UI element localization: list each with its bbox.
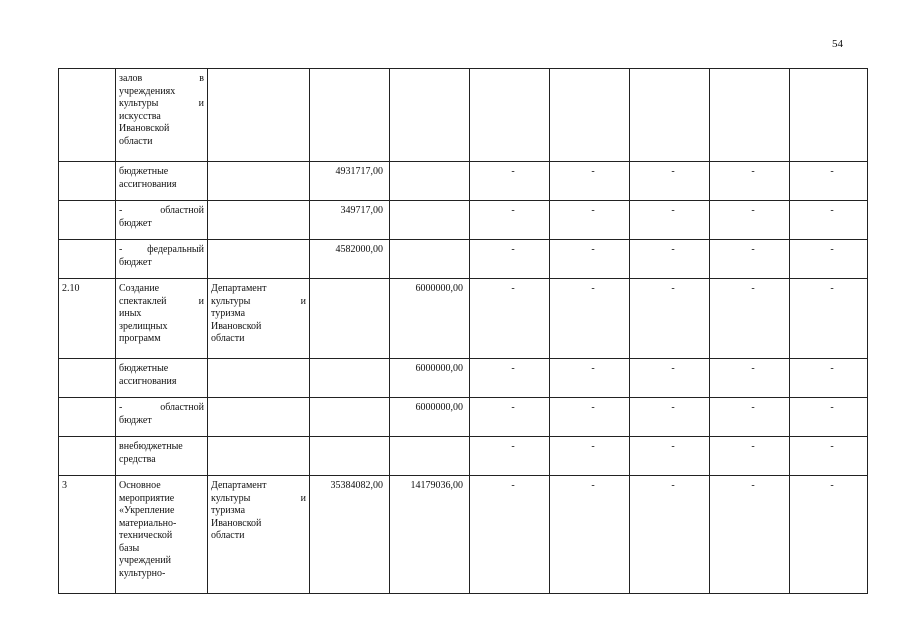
value-cell-2 xyxy=(389,161,469,200)
value-cell-2: 6000000,00 xyxy=(389,278,469,358)
cell-line: иных xyxy=(119,308,142,319)
cell-line: бюджетные xyxy=(119,166,169,177)
value-cell-5 xyxy=(629,68,709,161)
page-number: 54 xyxy=(832,38,843,50)
table-row xyxy=(58,358,868,397)
item-name-cell xyxy=(115,200,207,239)
item-name-cell xyxy=(115,278,207,358)
cell-line: учреждениях xyxy=(119,85,176,97)
cell-line: зрелищных xyxy=(119,320,168,332)
executor-cell xyxy=(207,200,309,239)
value-cell-2 xyxy=(389,200,469,239)
budget-table xyxy=(58,68,868,594)
value-cell-6: - xyxy=(709,200,789,239)
value-cell-7 xyxy=(789,68,868,161)
cell-line: области xyxy=(119,135,153,147)
item-number-cell xyxy=(58,200,115,239)
value-cell-3: - xyxy=(469,436,549,475)
cell-line: Ивановской xyxy=(211,517,262,529)
value-cell-3: - xyxy=(469,239,549,278)
cell-line: культуры и xyxy=(211,295,306,307)
value-cell-1 xyxy=(309,436,389,475)
value-cell-7: - xyxy=(789,436,868,475)
item-name-cell xyxy=(115,475,207,594)
value-cell-6: - xyxy=(709,436,789,475)
executor-cell xyxy=(207,475,309,594)
table-row xyxy=(58,397,868,436)
value-cell-7: - xyxy=(789,200,868,239)
value-cell-6: - xyxy=(709,161,789,200)
value-cell-7: - xyxy=(789,278,868,358)
value-cell-6: - xyxy=(709,239,789,278)
cell-line: Департамент xyxy=(211,283,267,294)
cell-line: Департамент xyxy=(211,480,267,491)
value-cell-2 xyxy=(389,68,469,161)
cell-line: туризма xyxy=(211,308,246,319)
value-cell-3 xyxy=(469,68,549,161)
value-cell-7: - xyxy=(789,239,868,278)
item-name-cell xyxy=(115,161,207,200)
value-cell-2 xyxy=(389,239,469,278)
value-cell-5: - xyxy=(629,397,709,436)
value-cell-6: - xyxy=(709,397,789,436)
value-cell-4: - xyxy=(549,200,629,239)
item-name-cell xyxy=(115,397,207,436)
value-cell-1 xyxy=(309,68,389,161)
item-name-cell xyxy=(115,358,207,397)
cell-line: залов в xyxy=(119,73,204,84)
item-name-cell xyxy=(115,239,207,278)
executor-cell xyxy=(207,397,309,436)
value-cell-2: 14179036,00 xyxy=(389,475,469,594)
item-name-cell xyxy=(115,436,207,475)
item-number-cell xyxy=(58,68,115,161)
table-row xyxy=(58,436,868,475)
cell-line: «Укрепление xyxy=(119,505,175,516)
item-number-cell xyxy=(58,436,115,475)
cell-line: технической xyxy=(119,530,173,541)
cell-line: Ивановской xyxy=(119,123,170,134)
cell-line: культуры и xyxy=(211,492,306,504)
cell-line: бюджет xyxy=(119,414,152,426)
value-cell-7: - xyxy=(789,475,868,594)
executor-cell xyxy=(207,68,309,161)
executor-cell xyxy=(207,278,309,358)
item-number-cell: 3 xyxy=(58,475,115,594)
value-cell-5: - xyxy=(629,475,709,594)
value-cell-4: - xyxy=(549,397,629,436)
item-number-cell: 2.10 xyxy=(58,278,115,358)
value-cell-4: - xyxy=(549,161,629,200)
value-cell-1 xyxy=(309,397,389,436)
value-cell-6: - xyxy=(709,358,789,397)
cell-line: Создание xyxy=(119,283,160,294)
value-cell-3: - xyxy=(469,358,549,397)
cell-line: внебюджетные xyxy=(119,441,183,452)
value-cell-4: - xyxy=(549,475,629,594)
cell-line: туризма xyxy=(211,505,246,516)
cell-line: ассигнования xyxy=(119,375,177,387)
item-number-cell xyxy=(58,161,115,200)
value-cell-3: - xyxy=(469,278,549,358)
cell-line: культуры и xyxy=(119,98,204,109)
value-cell-1: 349717,00 xyxy=(309,200,389,239)
value-cell-4: - xyxy=(549,436,629,475)
value-cell-2: 6000000,00 xyxy=(389,397,469,436)
cell-line: спектаклей и xyxy=(119,295,204,307)
value-cell-4: - xyxy=(549,358,629,397)
value-cell-2: 6000000,00 xyxy=(389,358,469,397)
value-cell-5: - xyxy=(629,358,709,397)
value-cell-1: 35384082,00 xyxy=(309,475,389,594)
cell-line: бюджетные xyxy=(119,363,169,374)
cell-line: области xyxy=(211,333,245,344)
cell-line: средства xyxy=(119,453,156,465)
cell-line: учреждений xyxy=(119,555,171,566)
item-number-cell xyxy=(58,358,115,397)
cell-line: бюджет xyxy=(119,217,152,229)
cell-line: - федеральный xyxy=(119,244,204,255)
table-row xyxy=(58,200,868,239)
cell-line: области xyxy=(211,530,245,541)
value-cell-6 xyxy=(709,68,789,161)
executor-cell xyxy=(207,161,309,200)
item-name-cell xyxy=(115,68,207,161)
value-cell-4: - xyxy=(549,239,629,278)
value-cell-2 xyxy=(389,436,469,475)
executor-cell xyxy=(207,436,309,475)
table-row xyxy=(58,278,868,358)
value-cell-5: - xyxy=(629,278,709,358)
value-cell-5: - xyxy=(629,239,709,278)
value-cell-7: - xyxy=(789,161,868,200)
value-cell-3: - xyxy=(469,161,549,200)
cell-line: - областной xyxy=(119,205,204,216)
value-cell-4 xyxy=(549,68,629,161)
value-cell-5: - xyxy=(629,161,709,200)
cell-line: мероприятие xyxy=(119,492,175,504)
value-cell-3: - xyxy=(469,475,549,594)
table-row xyxy=(58,68,868,161)
cell-line: материально- xyxy=(119,517,177,529)
value-cell-7: - xyxy=(789,397,868,436)
cell-line: Ивановской xyxy=(211,320,262,332)
executor-cell xyxy=(207,358,309,397)
value-cell-5: - xyxy=(629,200,709,239)
table-row xyxy=(58,161,868,200)
executor-cell xyxy=(207,239,309,278)
item-number-cell xyxy=(58,239,115,278)
cell-line: искусства xyxy=(119,110,161,122)
cell-line: бюджет xyxy=(119,256,152,268)
value-cell-5: - xyxy=(629,436,709,475)
value-cell-6: - xyxy=(709,278,789,358)
value-cell-6: - xyxy=(709,475,789,594)
value-cell-1: 4582000,00 xyxy=(309,239,389,278)
cell-line: ассигнования xyxy=(119,178,177,190)
value-cell-3: - xyxy=(469,397,549,436)
value-cell-3: - xyxy=(469,200,549,239)
value-cell-4: - xyxy=(549,278,629,358)
cell-line: - областной xyxy=(119,402,204,413)
value-cell-1 xyxy=(309,358,389,397)
value-cell-7: - xyxy=(789,358,868,397)
table-row xyxy=(58,239,868,278)
cell-line: Основное xyxy=(119,480,161,491)
cell-line: культурно- xyxy=(119,567,166,579)
item-number-cell xyxy=(58,397,115,436)
cell-line: базы xyxy=(119,542,140,554)
cell-line: программ xyxy=(119,333,161,344)
value-cell-1: 4931717,00 xyxy=(309,161,389,200)
table-row xyxy=(58,475,868,594)
value-cell-1 xyxy=(309,278,389,358)
